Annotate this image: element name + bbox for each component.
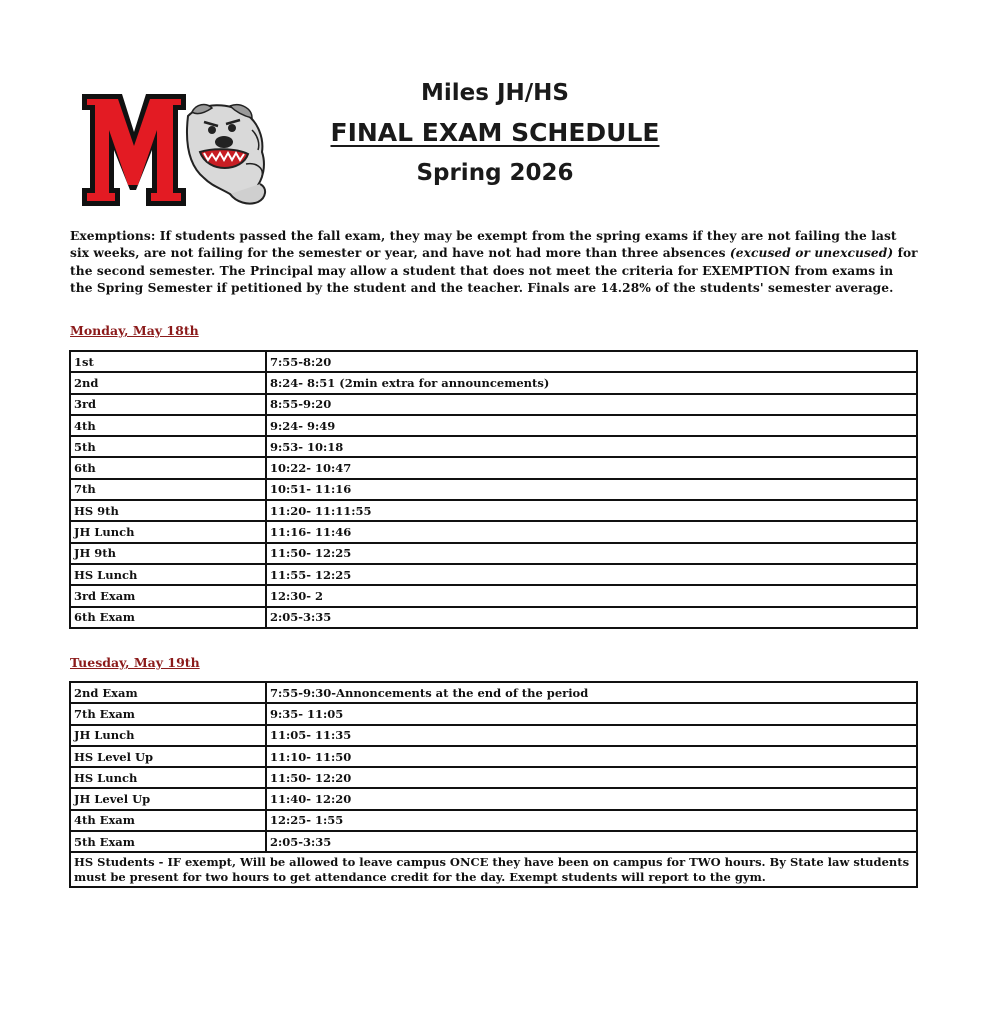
table-row bbox=[70, 746, 917, 767]
monday-heading: Monday, May 18th bbox=[70, 323, 199, 338]
time-cell: 7:55-8:20 bbox=[266, 351, 917, 372]
table-row bbox=[70, 372, 917, 393]
time-cell: 9:24- 9:49 bbox=[266, 415, 917, 436]
time-cell: 2:05-3:35 bbox=[266, 831, 917, 852]
table-row bbox=[70, 521, 917, 542]
tuesday-heading: Tuesday, May 19th bbox=[70, 655, 200, 670]
school-logo bbox=[80, 90, 270, 210]
time-cell: 11:40- 12:20 bbox=[266, 788, 917, 809]
time-cell: 10:22- 10:47 bbox=[266, 457, 917, 478]
time-cell: 11:20- 11:11:55 bbox=[266, 500, 917, 521]
period-cell: 1st bbox=[70, 351, 266, 372]
period-cell: HS 9th bbox=[70, 500, 266, 521]
time-cell: 11:50- 12:20 bbox=[266, 767, 917, 788]
period-cell: 3rd bbox=[70, 394, 266, 415]
time-cell: 11:16- 11:46 bbox=[266, 521, 917, 542]
time-cell: 2:05-3:35 bbox=[266, 607, 917, 628]
period-cell: 6th Exam bbox=[70, 607, 266, 628]
period-cell: HS Level Up bbox=[70, 746, 266, 767]
tuesday-schedule-table bbox=[69, 681, 918, 888]
document-title: FINAL EXAM SCHEDULE bbox=[330, 118, 660, 147]
time-cell: 9:53- 10:18 bbox=[266, 436, 917, 457]
table-row bbox=[70, 682, 917, 703]
table-row bbox=[70, 415, 917, 436]
school-name: Miles JH/HS bbox=[421, 80, 569, 106]
exemptions-text-2: for the second semester. The Principal may allow a student that does not meet the criteria for EXEMPTION from exams in the Spring Semester if petitioned by the student and the teacher. Finals are 14.28% of the students' semester average. bbox=[70, 246, 918, 296]
time-cell: 11:55- 12:25 bbox=[266, 564, 917, 585]
time-cell: 9:35- 11:05 bbox=[266, 703, 917, 724]
time-cell: 8:55-9:20 bbox=[266, 394, 917, 415]
term-label: Spring 2026 bbox=[416, 160, 574, 186]
period-cell: 4th bbox=[70, 415, 266, 436]
period-cell: 7th Exam bbox=[70, 703, 266, 724]
table-row bbox=[70, 351, 917, 372]
time-cell: 7:55-9:30-Annoncements at the end of the period bbox=[266, 682, 917, 703]
period-cell: HS Lunch bbox=[70, 564, 266, 585]
time-cell: 11:50- 12:25 bbox=[266, 543, 917, 564]
time-cell: 8:24- 8:51 (2min extra for announcements) bbox=[266, 372, 917, 393]
period-cell: 3rd Exam bbox=[70, 585, 266, 606]
monday-schedule-table bbox=[69, 350, 918, 629]
period-cell: 6th bbox=[70, 457, 266, 478]
table-row bbox=[70, 703, 917, 724]
table-row bbox=[70, 831, 917, 852]
table-row bbox=[70, 810, 917, 831]
table-row bbox=[70, 436, 917, 457]
table-row bbox=[70, 788, 917, 809]
time-cell: 11:10- 11:50 bbox=[266, 746, 917, 767]
table-row bbox=[70, 457, 917, 478]
table-row bbox=[70, 500, 917, 521]
table-row bbox=[70, 479, 917, 500]
exemptions-italic: (excused or unexcused) bbox=[729, 246, 894, 261]
period-cell: JH Lunch bbox=[70, 725, 266, 746]
period-cell: 5th bbox=[70, 436, 266, 457]
time-cell: 11:05- 11:35 bbox=[266, 725, 917, 746]
exemptions-paragraph bbox=[70, 228, 920, 298]
period-cell: 5th Exam bbox=[70, 831, 266, 852]
time-cell: 12:30- 2 bbox=[266, 585, 917, 606]
table-row bbox=[70, 585, 917, 606]
exemptions-text-1: Exemptions: If students passed the fall exam, they may be exempt from the spring exams if they are not failing the last six weeks, are not failing for the semester or year, and have not had more than three absences bbox=[70, 229, 897, 261]
table-row bbox=[70, 852, 917, 887]
table-row bbox=[70, 607, 917, 628]
table-row bbox=[70, 564, 917, 585]
period-cell: HS Lunch bbox=[70, 767, 266, 788]
period-cell: JH 9th bbox=[70, 543, 266, 564]
letter-m-icon bbox=[82, 94, 186, 206]
period-cell: 2nd Exam bbox=[70, 682, 266, 703]
table-row bbox=[70, 543, 917, 564]
time-cell: 12:25- 1:55 bbox=[266, 810, 917, 831]
time-cell: 10:51- 11:16 bbox=[266, 479, 917, 500]
table-row bbox=[70, 394, 917, 415]
period-cell: JH Lunch bbox=[70, 521, 266, 542]
hs-students-note: HS Students - IF exempt, Will be allowed to leave campus ONCE they have been on campus for TWO hours. By State law students must be present for two hours to get attendance credit for the day. Exempt students will report to the gym. bbox=[70, 852, 917, 887]
table-row bbox=[70, 767, 917, 788]
period-cell: 7th bbox=[70, 479, 266, 500]
bulldog-mascot-icon bbox=[187, 105, 265, 204]
period-cell: JH Level Up bbox=[70, 788, 266, 809]
period-cell: 4th Exam bbox=[70, 810, 266, 831]
table-row bbox=[70, 725, 917, 746]
period-cell: 2nd bbox=[70, 372, 266, 393]
